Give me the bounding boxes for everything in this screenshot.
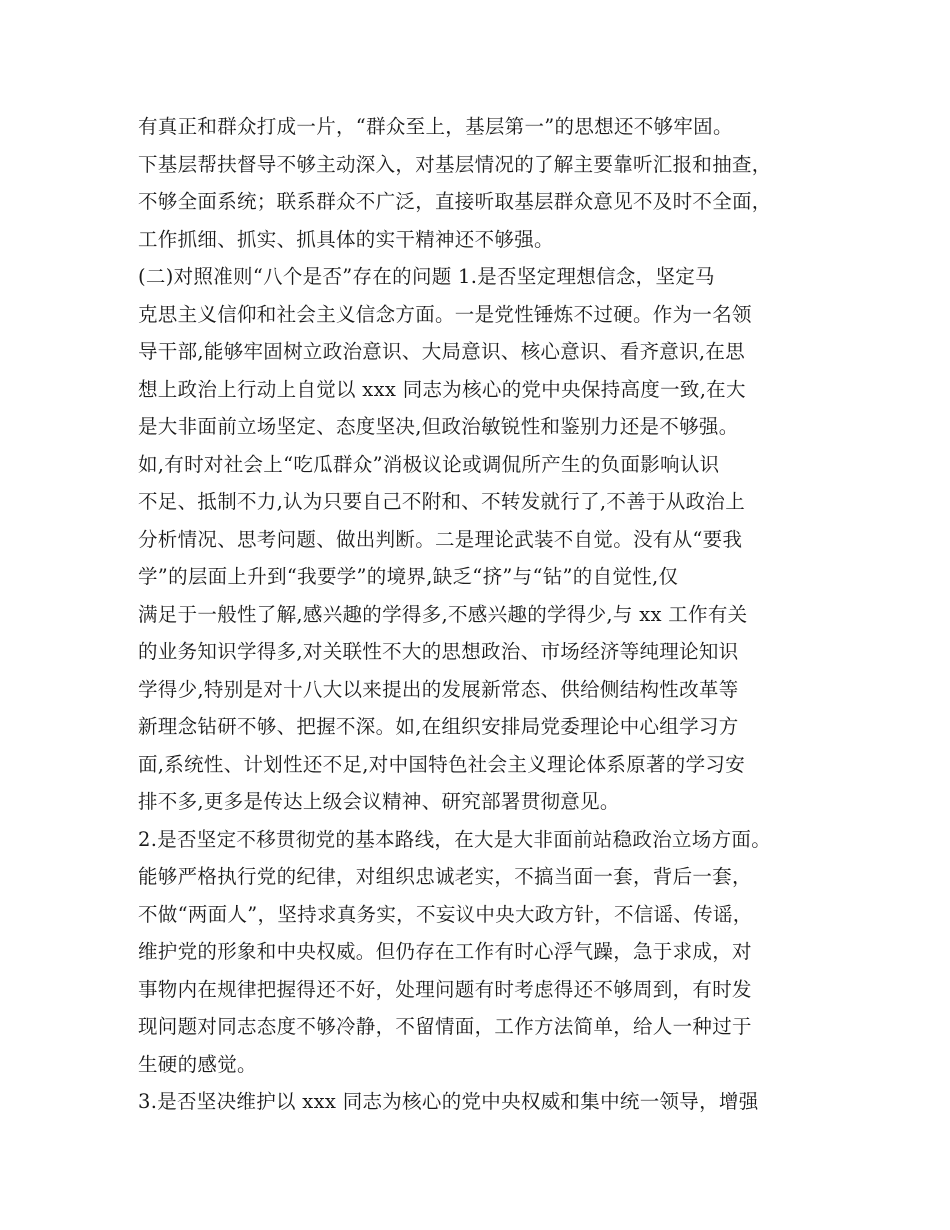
text-line: 维护党的形象和中央权威。但仍存在工作有时心浮气躁，急于求成，对 xyxy=(138,940,752,963)
text-line: 工作抓细、抓实、抓具体的实干精神还不够强。 xyxy=(138,227,554,251)
text-line: 事物内在规律把握得还不好，处理问题有时考虑得还不够周到，有时发 xyxy=(138,977,752,1001)
text-line: 不够全面系统；联系群众不广泛，直接听取基层群众意见不及时不全面， xyxy=(138,190,772,213)
text-line: 克思主义信仰和社会主义信念方面。一是党性锤炼不过硬。作为一名领 xyxy=(138,302,752,326)
text-line: 导干部,能够牢固树立政治意识、大局意识、核心意识、看齐意识,在思 xyxy=(138,340,745,363)
text-line: 排不多,更多是传达上级会议精神、研究部署贯彻意见。 xyxy=(138,790,620,813)
document-body xyxy=(138,108,828,1121)
text-line: 面,系统性、计划性还不足,对中国特色社会主义理论体系原著的学习安 xyxy=(138,752,745,776)
text-line: 如,有时对社会上“吃瓜群众”消极议论或调侃所产生的负面影响认识 xyxy=(138,452,720,476)
text-line: 是大非面前立场坚定、态度坚决,但政治敏锐性和鉴别力还是不够强。 xyxy=(138,415,739,438)
text-line: 满足于一般性了解,感兴趣的学得多,不感兴趣的学得少,与 xx 工作有关 xyxy=(138,602,748,626)
numbered-item-line: 3.是否坚决维护以 xxx 同志为核心的党中央权威和集中统一领导，增强 xyxy=(138,1090,759,1113)
text-line: 想上政治上行动上自觉以 xxx 同志为核心的党中央保持高度一致,在大 xyxy=(138,377,746,401)
text-line: 能够严格执行党的纪律，对组织忠诚老实，不搞当面一套，背后一套， xyxy=(138,865,752,888)
numbered-item-line: 2.是否坚定不移贯彻党的基本路线，在大是大非面前站稳政治立场方面。 xyxy=(138,827,772,851)
text-line: 下基层帮扶督导不够主动深入，对基层情况的了解主要靠听汇报和抽查， xyxy=(138,152,772,176)
section-heading-line: (二)对照准则“八个是否”存在的问题 1.是否坚定理想信念，坚定马 xyxy=(138,265,715,288)
text-line: 现问题对同志态度不够冷静，不留情面，工作方法简单，给人一种过于 xyxy=(138,1015,752,1038)
text-line: 学”的层面上升到“我要学”的境界,缺乏“挤”与“钻”的自觉性,仅 xyxy=(138,565,679,588)
text-line: 分析情况、思考问题、做出判断。二是理论武装不自觉。没有从“要我 xyxy=(138,527,743,551)
text-line: 不做“两面人”，坚持求真务实，不妄议中央大政方针，不信谣、传谣， xyxy=(138,902,753,926)
text-line: 新理念钻研不够、把握不深。如,在组织安排局党委理论中心组学习方 xyxy=(138,715,739,738)
text-line: 的业务知识学得多,对关联性不大的思想政治、市场经济等纯理论知识 xyxy=(138,640,739,663)
text-line: 有真正和群众打成一片，“群众至上，基层第一”的思想还不够牢固。 xyxy=(138,115,733,138)
text-line: 生硬的感觉。 xyxy=(138,1052,257,1076)
text-line: 不足、抵制不力,认为只要自己不附和、不转发就行了,不善于从政治上 xyxy=(138,490,745,513)
text-line: 学得少,特别是对十八大以来提出的发展新常态、供给侧结构性改革等 xyxy=(138,677,739,701)
